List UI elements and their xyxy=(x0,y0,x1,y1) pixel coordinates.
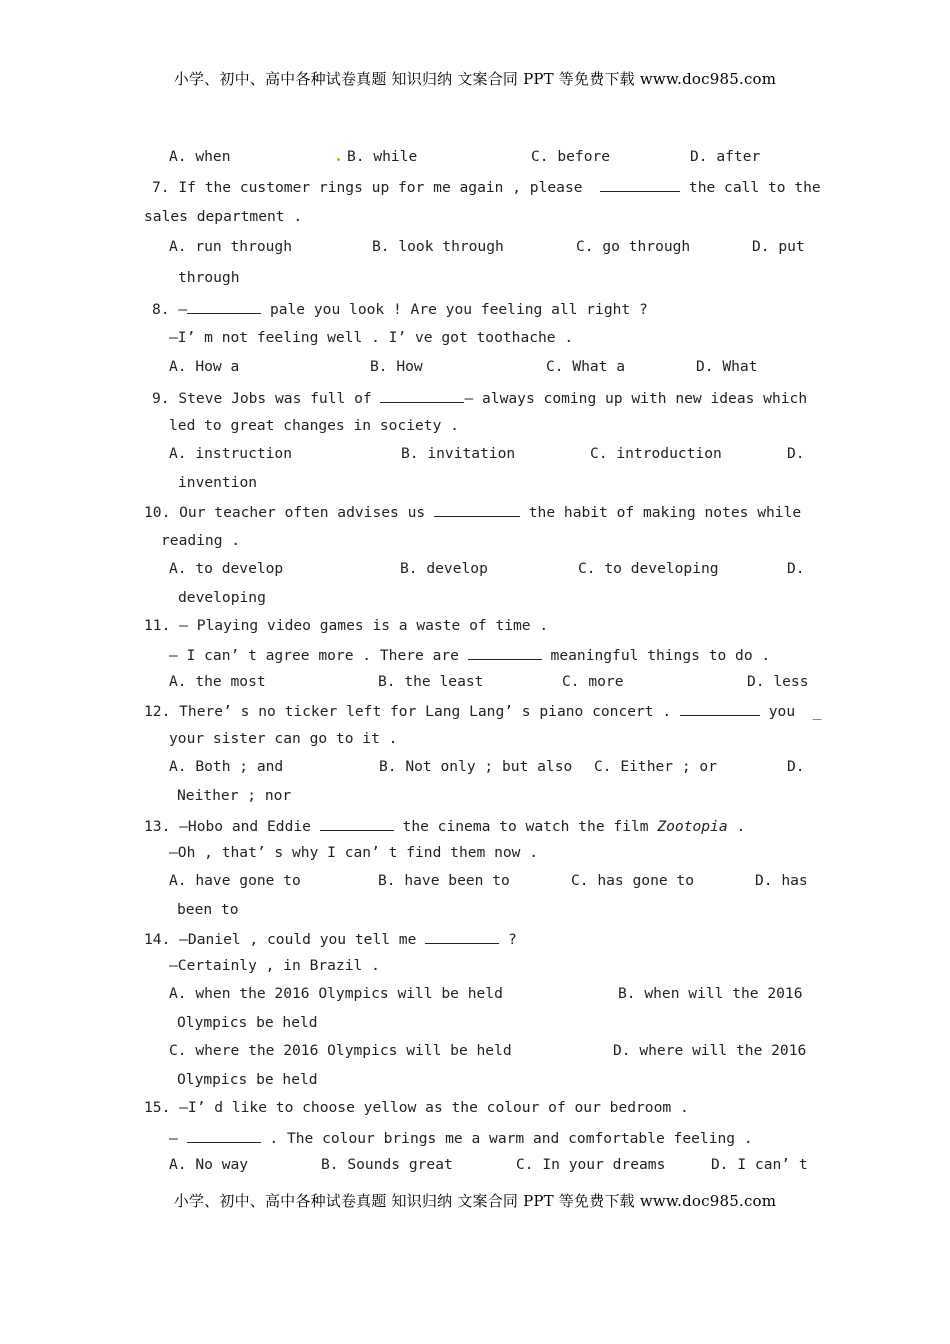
answer-blank xyxy=(434,502,520,517)
q12-stem-cont: your sister can go to it . xyxy=(169,730,398,747)
q11-stem: 11. — Playing video games is a waste of time . xyxy=(144,617,549,634)
q10-stem: 10. Our teacher often advises us the habit of making notes while xyxy=(144,504,802,521)
q7-option-d: D. put xyxy=(752,238,805,255)
q10-option-d: D. xyxy=(787,560,805,577)
q15-option-b: B. Sounds great xyxy=(321,1156,453,1173)
q11-option-a: A. the most xyxy=(169,673,266,690)
q14-option-c: C. where the 2016 Olympics will be held xyxy=(169,1042,512,1059)
q7-option-b: B. look through xyxy=(372,238,504,255)
q7-option-d-cont: through xyxy=(178,269,240,286)
q7-option-c: C. go through xyxy=(576,238,691,255)
answer-blank xyxy=(187,1128,261,1143)
q12-option-d-cont: Neither ; nor xyxy=(177,787,292,804)
q12-option-c: C. Either ; or xyxy=(594,758,718,775)
q6-option-b: B. while xyxy=(347,148,418,165)
q14-option-d: D. where will the 2016 xyxy=(613,1042,807,1059)
q11-option-d: D. less xyxy=(747,673,809,690)
q6-option-c: C. before xyxy=(531,148,611,165)
q7-stem-cont: sales department . xyxy=(144,208,303,225)
q7-option-a: A. run through xyxy=(169,238,293,255)
page-footer: 小学、初中、高中各种试卷真题 知识归纳 文案合同 PPT 等免费下载 www.doc985.com xyxy=(173,1192,777,1210)
q8-option-b: B. How xyxy=(370,358,423,375)
q14-option-d-cont: Olympics be held xyxy=(177,1071,318,1088)
q10-option-c: C. to developing xyxy=(578,560,719,577)
q12-option-a: A. Both ; and xyxy=(169,758,284,775)
q9-option-c: C. introduction xyxy=(590,445,722,462)
q7-stem: 7. If the customer rings up for me again , please the call to the xyxy=(152,179,821,196)
q8-option-a: A. How a xyxy=(169,358,240,375)
q12-option-d: D. xyxy=(787,758,805,775)
q14-stem: 14. —Daniel , could you tell me ? xyxy=(144,931,517,948)
q11-option-b: B. the least xyxy=(378,673,484,690)
q6-option-d: D. after xyxy=(690,148,761,165)
q9-option-b: B. invitation xyxy=(401,445,516,462)
decorative-dot xyxy=(337,158,340,161)
q9-stem-cont: led to great changes in society . xyxy=(169,417,459,434)
q10-stem-cont: reading . xyxy=(161,532,241,549)
q15-option-d: D. I can’ t xyxy=(711,1156,808,1173)
q9-stem: 9. Steve Jobs was full of — always coming up with new ideas which xyxy=(152,390,808,407)
answer-blank xyxy=(680,701,760,716)
q9-option-a: A. instruction xyxy=(169,445,293,462)
q14-option-b: B. when will the 2016 xyxy=(618,985,803,1002)
q8-option-c: C. What a xyxy=(546,358,626,375)
q9-option-d-cont: invention xyxy=(178,474,258,491)
q11-option-c: C. more xyxy=(562,673,624,690)
answer-blank xyxy=(187,299,261,314)
q10-option-b: B. develop xyxy=(400,560,488,577)
q13-option-d: D. has xyxy=(755,872,808,889)
q12-stem: 12. There’ s no ticker left for Lang Lang’ s piano concert . you _ xyxy=(144,703,822,720)
q8-option-d: D. What xyxy=(696,358,758,375)
answer-blank xyxy=(468,645,542,660)
answer-blank xyxy=(320,816,394,831)
q14-reply: —Certainly , in Brazil . xyxy=(169,957,380,974)
q13-reply: —Oh , that’ s why I can’ t find them now . xyxy=(169,844,539,861)
q14-option-a: A. when the 2016 Olympics will be held xyxy=(169,985,503,1002)
q8-stem: 8. — pale you look ! Are you feeling all right ? xyxy=(152,301,648,318)
q8-reply: —I’ m not feeling well . I’ ve got toothache . xyxy=(169,329,574,346)
q10-option-d-cont: developing xyxy=(178,589,266,606)
q13-option-d-cont: been to xyxy=(177,901,239,918)
q10-option-a: A. to develop xyxy=(169,560,284,577)
q15-stem: 15. —I’ d like to choose yellow as the colour of our bedroom . xyxy=(144,1099,689,1116)
q13-option-c: C. has gone to xyxy=(571,872,695,889)
answer-blank xyxy=(425,929,499,944)
q6-option-a: A. when xyxy=(169,148,231,165)
answer-blank xyxy=(380,388,464,403)
q13-option-b: B. have been to xyxy=(378,872,510,889)
q13-stem: 13. —Hobo and Eddie the cinema to watch the film Zootopia . xyxy=(144,818,746,835)
q15-option-c: C. In your dreams xyxy=(516,1156,666,1173)
q11-reply: — I can’ t agree more . There are meaningful things to do . xyxy=(169,647,771,664)
q14-option-b-cont: Olympics be held xyxy=(177,1014,318,1031)
q15-reply: — . The colour brings me a warm and comfortable feeling . xyxy=(169,1130,753,1147)
q15-option-a: A. No way xyxy=(169,1156,249,1173)
answer-blank xyxy=(600,177,680,192)
film-title: Zootopia xyxy=(657,818,728,835)
q9-option-d: D. xyxy=(787,445,805,462)
q13-option-a: A. have gone to xyxy=(169,872,301,889)
q12-option-b: B. Not only ; but also xyxy=(379,758,573,775)
page-header: 小学、初中、高中各种试卷真题 知识归纳 文案合同 PPT 等免费下载 www.doc985.com xyxy=(173,70,777,88)
